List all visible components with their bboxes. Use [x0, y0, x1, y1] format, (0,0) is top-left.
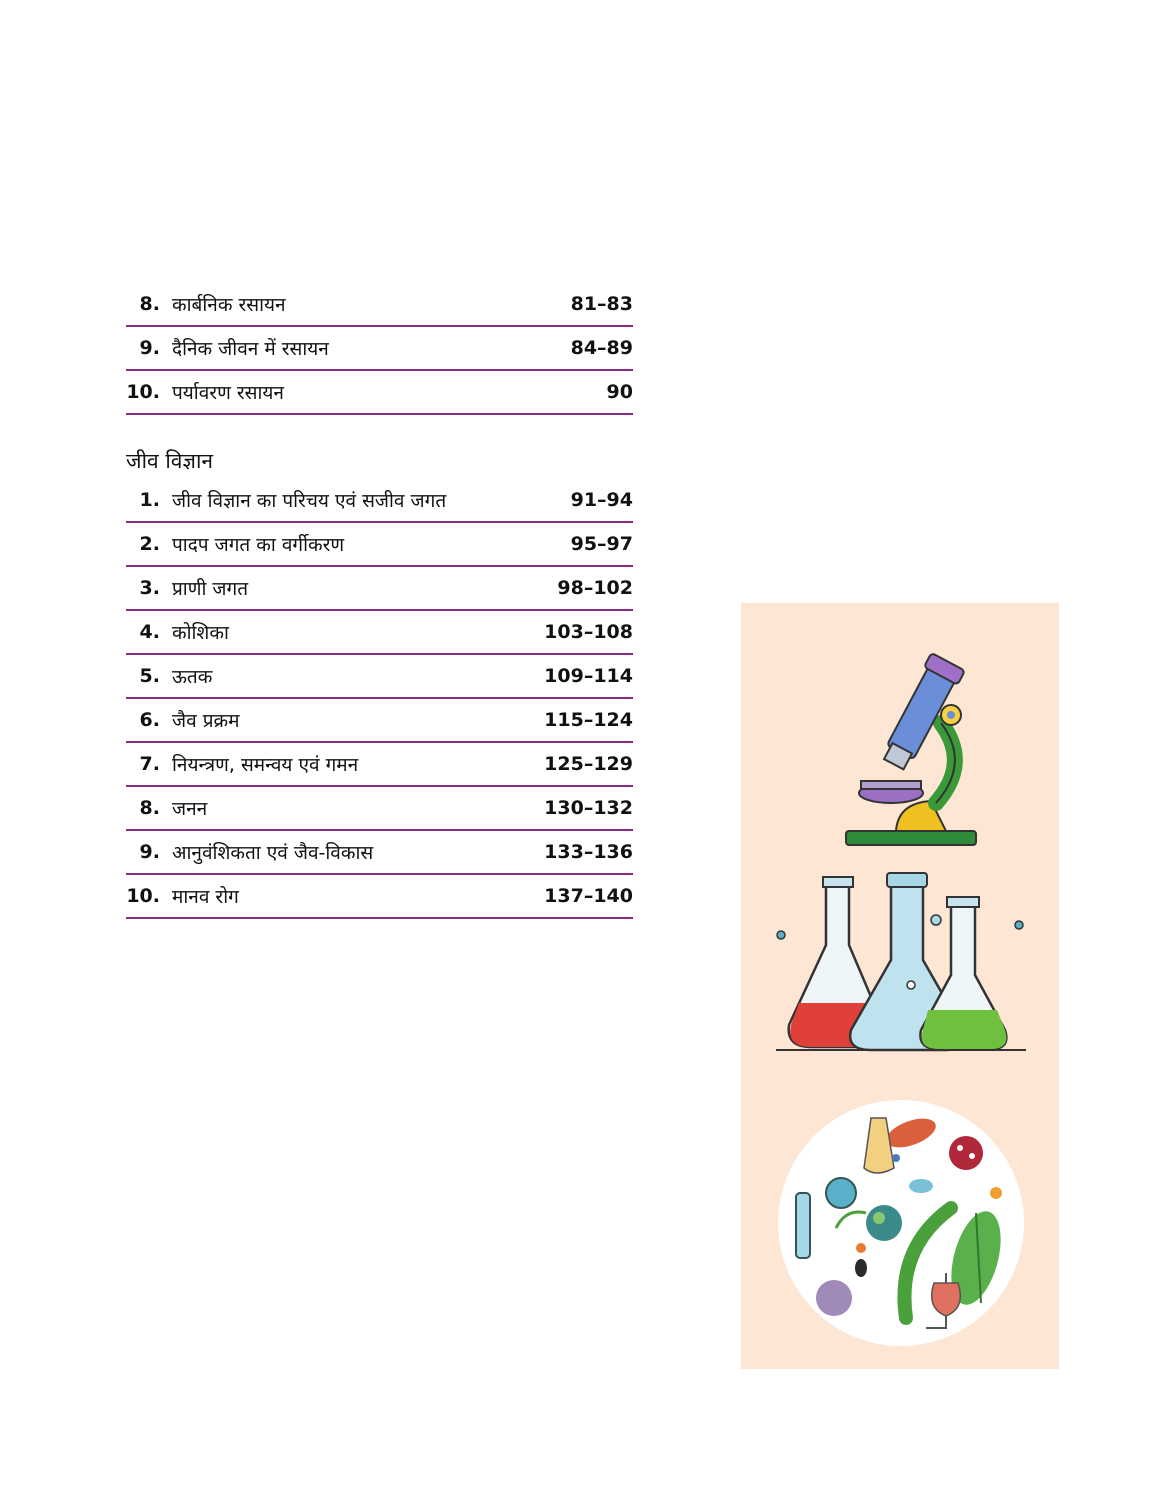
microscope-illustration — [836, 653, 986, 853]
chapter-number: 4. — [139, 621, 160, 643]
toc-row[interactable] — [126, 371, 633, 415]
chapter-title: दैनिक जीवन में रसायन — [172, 338, 329, 360]
flasks-illustration — [771, 865, 1031, 1065]
chapter-title: प्राणी जगत — [172, 578, 249, 600]
toc-row[interactable] — [126, 567, 633, 611]
chapter-number: 6. — [139, 709, 160, 731]
toc-row[interactable] — [126, 655, 633, 699]
chapter-pages: 81–83 — [570, 293, 633, 315]
chapter-title: मानव रोग — [172, 886, 239, 908]
toc-chemistry — [126, 283, 633, 415]
chapter-title: जनन — [172, 798, 208, 820]
chapter-number: 8. — [139, 293, 160, 315]
chapter-pages: 109–114 — [544, 665, 633, 687]
toc-row[interactable] — [126, 699, 633, 743]
chapter-title: जीव विज्ञान का परिचय एवं सजीव जगत — [172, 490, 447, 512]
toc-row[interactable] — [126, 327, 633, 371]
toc-row[interactable] — [126, 743, 633, 787]
chapter-title: नियन्त्रण, समन्वय एवं गमन — [172, 754, 359, 776]
chapter-pages: 125–129 — [544, 753, 633, 775]
chapter-number: 10. — [126, 381, 160, 403]
chapter-title: आनुवंशिकता एवं जैव-विकास — [172, 842, 374, 864]
chapter-number: 9. — [139, 841, 160, 863]
toc-row[interactable] — [126, 787, 633, 831]
toc-row[interactable] — [126, 875, 633, 919]
chapter-number: 2. — [139, 533, 160, 555]
chapter-number: 8. — [139, 797, 160, 819]
chapter-title: ऊतक — [172, 666, 213, 688]
chapter-pages: 90 — [606, 381, 633, 403]
section-heading-biology: जीव विज्ञान — [126, 449, 214, 473]
toc-row[interactable] — [126, 831, 633, 875]
chapter-title: जैव प्रक्रम — [172, 710, 240, 732]
chapter-pages: 115–124 — [544, 709, 633, 731]
chapter-title: कोशिका — [172, 622, 229, 644]
chapter-number: 10. — [126, 885, 160, 907]
chapter-pages: 133–136 — [544, 841, 633, 863]
toc-row[interactable] — [126, 523, 633, 567]
chapter-number: 9. — [139, 337, 160, 359]
toc-row[interactable] — [126, 283, 633, 327]
chapter-number: 7. — [139, 753, 160, 775]
chapter-pages: 137–140 — [544, 885, 633, 907]
chapter-title: पर्यावरण रसायन — [172, 382, 284, 404]
chapter-title: पादप जगत का वर्गीकरण — [172, 534, 345, 556]
chapter-title: कार्बनिक रसायन — [172, 294, 286, 316]
biology-collage-illustration — [776, 1098, 1026, 1348]
chapter-number: 3. — [139, 577, 160, 599]
chapter-pages: 98–102 — [557, 577, 633, 599]
chapter-pages: 103–108 — [544, 621, 633, 643]
chapter-number: 1. — [139, 489, 160, 511]
toc-biology — [126, 479, 633, 919]
illustration-panel — [741, 603, 1059, 1369]
chapter-number: 5. — [139, 665, 160, 687]
toc-row[interactable] — [126, 479, 633, 523]
chapter-pages: 84–89 — [570, 337, 633, 359]
chapter-pages: 95–97 — [570, 533, 633, 555]
chapter-pages: 130–132 — [544, 797, 633, 819]
toc-row[interactable] — [126, 611, 633, 655]
chapter-pages: 91–94 — [570, 489, 633, 511]
